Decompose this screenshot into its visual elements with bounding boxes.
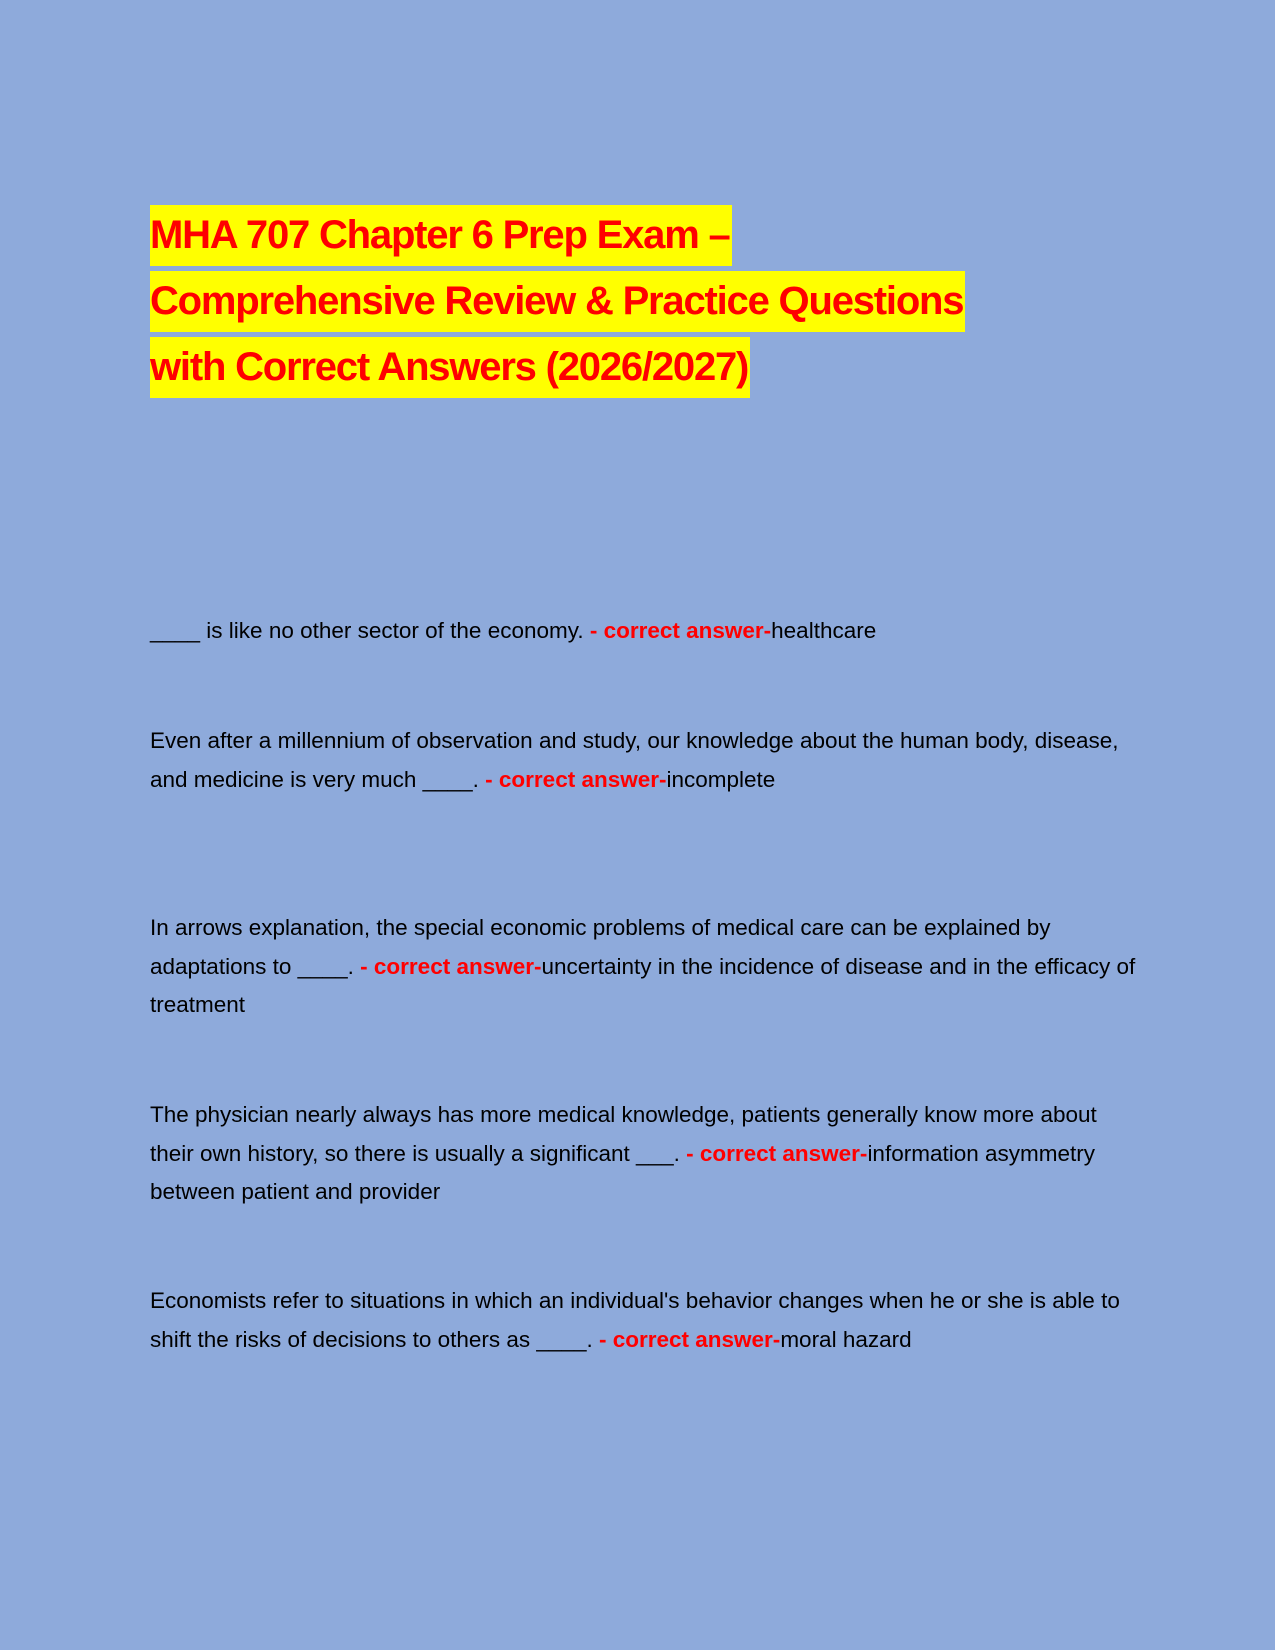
question-text: ____ is like no other sector of the economy. <box>150 618 590 643</box>
title-line-2: Comprehensive Review & Practice Questions <box>150 271 965 332</box>
title-line-1: MHA 707 Chapter 6 Prep Exam – <box>150 205 732 266</box>
question-text: The physician nearly always has more medical knowledge, patients generally know more about their own history, so there is usually a significant ___. <box>150 1102 1097 1166</box>
answer-text: uncertainty in the incidence of disease and in the efficacy of treatment <box>150 953 1136 1017</box>
qa-item-1 <box>150 612 1140 651</box>
answer-text: incomplete <box>666 766 776 792</box>
answer-marker: - correct answer- <box>360 953 542 979</box>
qa-item-4 <box>150 1096 1140 1212</box>
question-text: Economists refer to situations in which an individual's behavior changes when he or she is able to shift the risks of decisions to others as ____. <box>150 1288 1120 1352</box>
question-text: In arrows explanation, the special economic problems of medical care can be explained by adaptations to ____. <box>150 915 1051 979</box>
question-text: Even after a millennium of observation and study, our knowledge about the human body, disease, and medicine is very much ____. <box>150 728 1119 792</box>
answer-marker: - correct answer- <box>589 618 772 643</box>
qa-item-2 <box>150 722 1140 799</box>
answer-text: information asymmetry between patient and provider <box>150 1140 1095 1204</box>
qa-item-5 <box>150 1282 1140 1359</box>
answer-marker: - correct answer- <box>598 1326 781 1352</box>
answer-marker: - correct answer- <box>686 1140 868 1166</box>
qa-item-3 <box>150 909 1140 1025</box>
title-line-3: with Correct Answers (2026/2027) <box>150 337 750 398</box>
answer-text: moral hazard <box>780 1326 912 1352</box>
answer-text: healthcare <box>771 618 877 643</box>
answer-marker: - correct answer- <box>485 766 667 792</box>
document-title <box>150 205 965 403</box>
